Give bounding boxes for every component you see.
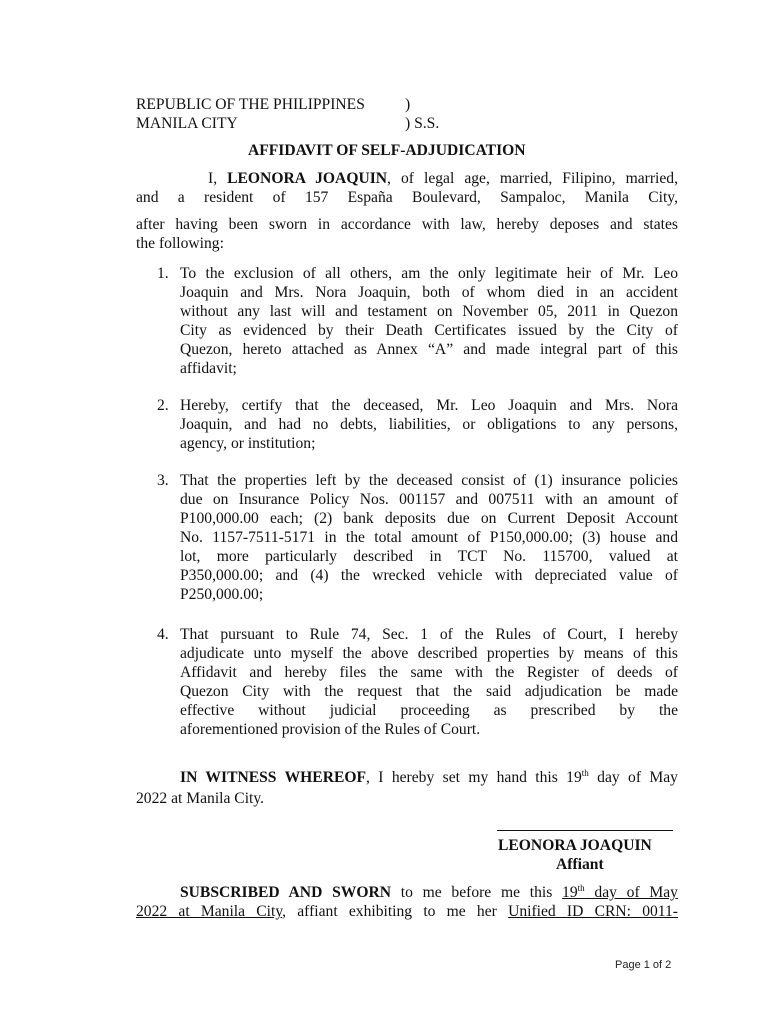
item-line: P250,000.00; [180, 586, 264, 603]
subscribed-text1: to me before me this [391, 884, 563, 901]
witness-text2: day of May [588, 769, 678, 786]
item-line: City as evidenced by their Death Certificates issued by the City of [180, 322, 678, 339]
item-line: aforementioned provision of the Rules of Court. [180, 721, 481, 738]
item-line: P100,000.00 each; (2) bank deposits due on Current Deposit Account [180, 510, 678, 527]
item-line: Joaquin, and had no debts, liabilities, or obligations to any persons, [180, 416, 678, 433]
subscribed-bold: SUBSCRIBED AND SWORN [180, 884, 391, 901]
subscribed-text2: , affiant exhibiting to me her [282, 903, 509, 920]
item-line: affidavit; [180, 360, 237, 377]
item-line: agency, or institution; [180, 435, 316, 452]
signature-line [497, 830, 673, 831]
subscribed-month: day of May [584, 884, 678, 901]
subscribed-line-1 [180, 883, 678, 902]
intro-line-2: and a resident of 157 España Boulevard, Sampaloc, Manila City, [136, 189, 678, 206]
signature-name: LEONORA JOAQUIN [498, 837, 652, 854]
witness-sup: th [581, 767, 589, 778]
subscribed-id: Unified ID CRN: 0011- [508, 903, 679, 920]
item-line: adjudicate unto myself the above described properties by means of this [180, 645, 678, 662]
witness-bold: IN WITNESS WHEREOF [180, 769, 367, 786]
item-line: No. 1157-7511-5171 in the total amount of P150,000.00; (3) house and [180, 529, 678, 546]
item-number: 1. [157, 265, 169, 282]
venue-republic [136, 95, 365, 114]
subscribed-day: 19 [562, 884, 578, 901]
item-line: Quezon, hereto attached as Annex “A” and made integral part of this [180, 341, 678, 358]
page-number: Page 1 of 2 [615, 959, 672, 971]
item-line: Quezon City with the request that the said adjudication be made [180, 683, 678, 700]
document-title: AFFIDAVIT OF SELF-ADJUDICATION [248, 142, 526, 159]
item-number: 2. [157, 397, 169, 414]
subscribed-line-2 [136, 902, 678, 921]
subscribed-date [562, 884, 678, 901]
affiant-name: LEONORA JOAQUIN [227, 170, 388, 187]
item-line: To the exclusion of all others, am the only legitimate heir of Mr. Leo [180, 265, 678, 282]
witness-line-2: 2022 at Manila City. [136, 790, 265, 807]
republic-text: REPUBLIC OF THE PHILIPPINES [136, 96, 365, 113]
venue-paren: ) [405, 96, 411, 113]
intro-line-1 [208, 169, 678, 188]
subscribed-day-sup: th [577, 882, 585, 893]
witness-line-1 [180, 768, 678, 787]
item-line: P350,000.00; and (4) the wrecked vehicle with depreciated value of [180, 567, 678, 584]
signature-role: Affiant [556, 856, 604, 873]
subscribed-place: 2022 at Manila City [136, 903, 283, 920]
item-line: That pursuant to Rule 74, Sec. 1 of the Rules of Court, I hereby [180, 626, 678, 643]
item-line: Joaquin and Mrs. Nora Joaquin, both of whom died in an accident [180, 284, 678, 301]
item-line: Affidavit and hereby files the same with the Register of deeds of [180, 664, 678, 681]
item-line: without any last will and testament on November 05, 2011 in Quezon [180, 303, 678, 320]
item-line: due on Insurance Policy Nos. 001157 and 007511 with an amount of [180, 491, 678, 508]
intro-i: I, [208, 170, 218, 187]
venue-city: MANILA CITY [136, 115, 238, 132]
item-line: Hereby, certify that the deceased, Mr. Leo Joaquin and Mrs. Nora [180, 397, 678, 414]
item-line: lot, more particularly described in TCT No. 115700, valued at [180, 548, 678, 565]
venue-ss: ) S.S. [405, 115, 440, 132]
item-line: That the properties left by the deceased consist of (1) insurance policies [180, 472, 678, 489]
item-number: 3. [157, 472, 169, 489]
intro-line-3: after having been sworn in accordance with law, hereby deposes and states [136, 216, 678, 233]
item-line: effective without judicial proceeding as prescribed by the [180, 702, 678, 719]
intro-line-4: the following: [136, 235, 224, 252]
witness-text: , I hereby set my hand this 19 [366, 769, 582, 786]
intro-rest: , of legal age, married, Filipino, married, [387, 170, 678, 187]
item-number: 4. [157, 626, 169, 643]
